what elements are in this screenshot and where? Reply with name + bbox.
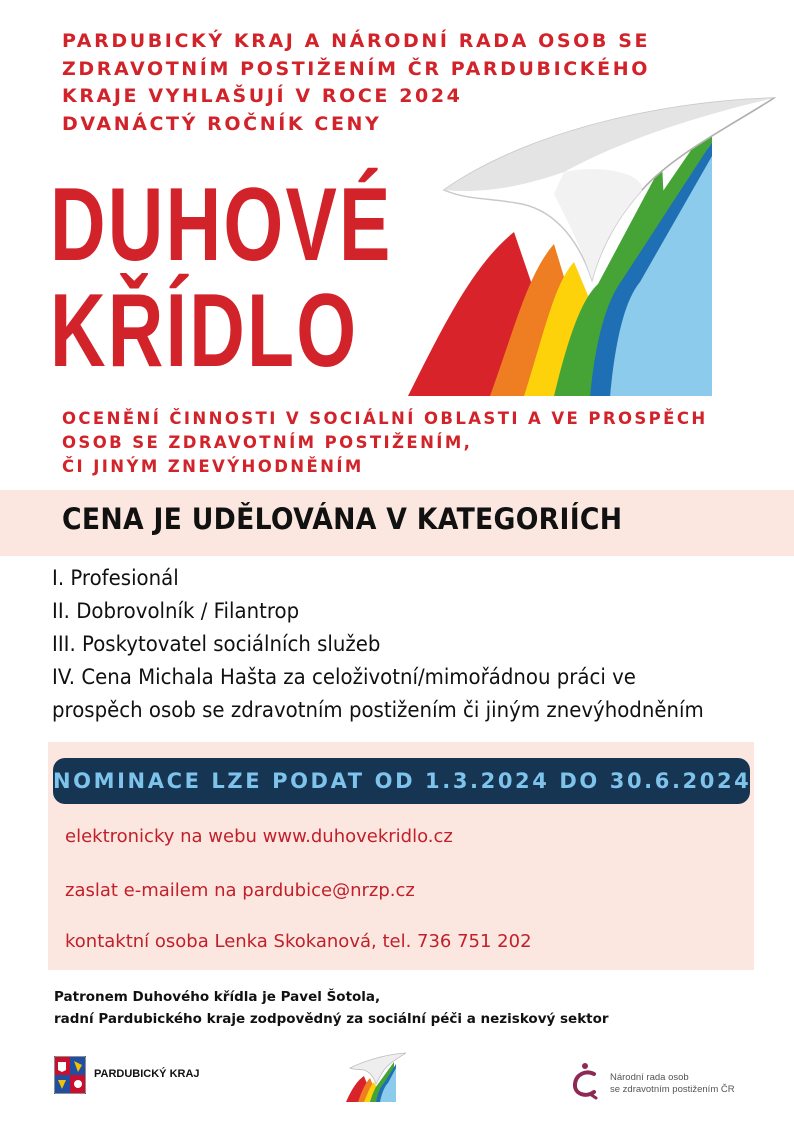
subtitle-line: OCENĚNÍ ČINNOSTI V SOCIÁLNÍ OBLASTI A VE PROSPĚCH [62, 409, 708, 428]
patron-note [54, 986, 609, 1030]
intro-line: DVANÁCTÝ ROČNÍK CENY [62, 112, 382, 135]
category-item-continued: prospěch osob se zdravotním postižením či jiným znevýhodněním [52, 698, 704, 722]
nrzp-name-line1: Národní rada osob [610, 1072, 689, 1083]
categories-list [52, 562, 729, 727]
award-title [50, 167, 393, 389]
pardubice-region-crest-icon [54, 1056, 86, 1094]
patron-line: Patronem Duhového křídla je Pavel Šotola, [54, 989, 381, 1005]
nomination-web: elektronicky na webu www.duhovekridlo.cz [65, 826, 453, 847]
award-subtitle [62, 407, 762, 479]
rainbow-wing-logo-icon [404, 94, 776, 398]
intro-line: ZDRAVOTNÍM POSTIŽENÍM ČR PARDUBICKÉHO [62, 57, 650, 80]
nrzp-name-line2: se zdravotním postižením ČR [610, 1084, 735, 1095]
nomination-contact: kontaktní osoba Lenka Skokanová, tel. 736 751 202 [65, 931, 532, 952]
category-item: IV. Cena Michala Hašta za celoživotní/mimořádnou práci ve [52, 665, 636, 689]
intro-line: KRAJE VYHLAŠUJÍ V ROCE 2024 [62, 85, 463, 107]
nomination-email: zaslat e-mailem na pardubice@nrzp.cz [65, 880, 415, 901]
category-item: II. Dobrovolník / Filantrop [52, 599, 300, 623]
subtitle-line: OSOB SE ZDRAVOTNÍM POSTIŽENÍM, [62, 433, 473, 452]
category-item: I. Profesionál [52, 566, 179, 590]
intro-line: PARDUBICKÝ KRAJ A NÁRODNÍ RADA OSOB SE [62, 30, 651, 52]
rainbow-wing-small-icon [344, 1052, 406, 1104]
award-title-line1: DUHOVÉ [50, 167, 393, 283]
region-name: PARDUBICKÝ KRAJ [94, 1068, 200, 1080]
category-item: III. Poskytovatel sociálních služeb [52, 632, 381, 656]
award-title-line2: KŘÍDLO [50, 273, 359, 389]
subtitle-line: ČI JINÝM ZNEVÝHODNĚNÍM [62, 457, 364, 476]
nrzp-logo-icon [568, 1060, 602, 1100]
nomination-banner-text: NOMINACE LZE PODAT OD 1.3.2024 DO 30.6.2024 [53, 769, 752, 793]
nrzp-name [610, 1072, 735, 1096]
patron-line: radní Pardubického kraje zodpovědný za sociální péči a neziskový sektor [54, 1011, 609, 1027]
categories-heading: CENA JE UDĚLOVÁNA V KATEGORIÍCH [62, 502, 623, 536]
